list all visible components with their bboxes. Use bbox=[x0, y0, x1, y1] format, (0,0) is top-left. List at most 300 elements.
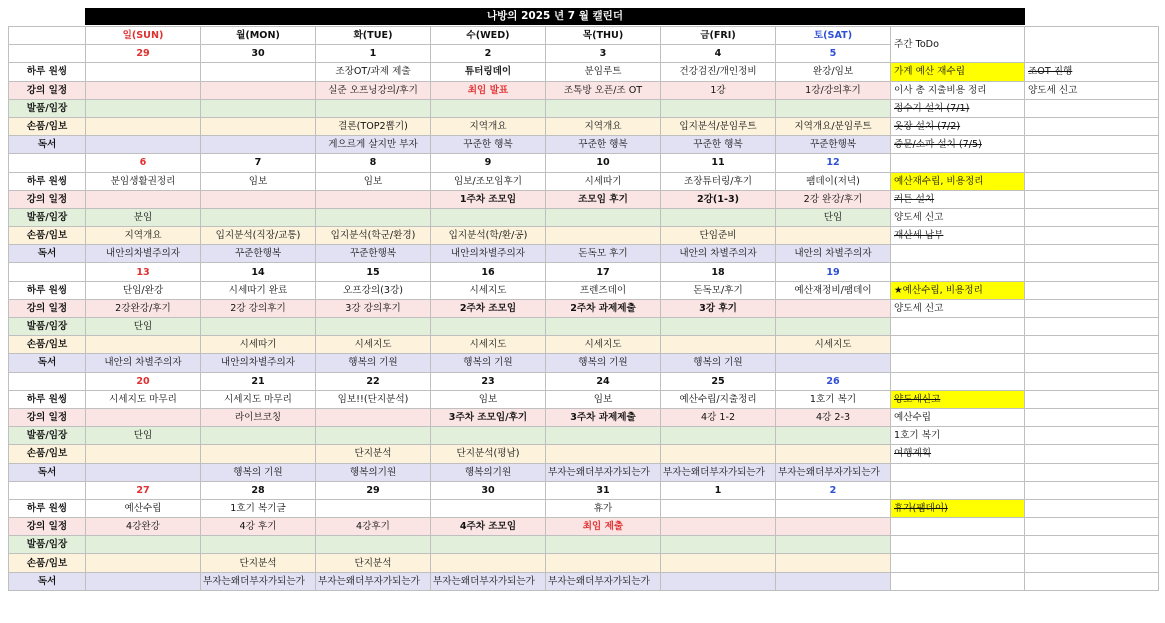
date-cell-3-0[interactable]: 20 bbox=[86, 372, 201, 390]
todo-item-1-0[interactable]: 예산재수립, 비용정리 bbox=[891, 172, 1025, 190]
todo2-item-0-0[interactable]: 조OT 진행 bbox=[1025, 63, 1159, 81]
cell-4-3-5[interactable] bbox=[661, 554, 776, 572]
date-cell-1-3[interactable]: 9 bbox=[431, 154, 546, 172]
cell-0-1-4[interactable]: 조톡방 오픈/조 OT bbox=[546, 81, 661, 99]
cell-2-0-2[interactable]: 오프강의(3강) bbox=[316, 281, 431, 299]
date-cell-2-6[interactable]: 19 bbox=[776, 263, 891, 281]
todo-item-4-2[interactable] bbox=[891, 536, 1025, 554]
week-3-date-row bbox=[9, 372, 1159, 390]
cell-2-2-4[interactable] bbox=[546, 318, 661, 336]
date-cell-1-6[interactable]: 12 bbox=[776, 154, 891, 172]
cell-4-4-1[interactable]: 부자는왜더부자가되는가 bbox=[201, 572, 316, 590]
cell-0-2-0[interactable] bbox=[86, 99, 201, 117]
week-4-row-0 bbox=[9, 499, 1159, 517]
todo2-item-1-2[interactable] bbox=[1025, 208, 1159, 226]
date-cell-0-3[interactable]: 2 bbox=[431, 45, 546, 63]
week-3-row-0 bbox=[9, 390, 1159, 408]
cell-3-2-1[interactable] bbox=[201, 427, 316, 445]
todo-spacer-2 bbox=[1025, 372, 1159, 390]
cell-3-1-0[interactable] bbox=[86, 408, 201, 426]
row-label: 발품/임장 bbox=[9, 536, 86, 554]
cell-0-1-1[interactable] bbox=[201, 81, 316, 99]
cell-3-2-6[interactable] bbox=[776, 427, 891, 445]
cell-3-2-0[interactable]: 단임 bbox=[86, 427, 201, 445]
cell-2-0-0[interactable]: 단임/완강 bbox=[86, 281, 201, 299]
cell-4-0-3[interactable] bbox=[431, 499, 546, 517]
date-cell-4-4[interactable]: 31 bbox=[546, 481, 661, 499]
cell-1-1-0[interactable] bbox=[86, 190, 201, 208]
cell-0-3-2[interactable]: 결론(TOP2뽑기) bbox=[316, 117, 431, 135]
cell-0-2-2[interactable] bbox=[316, 99, 431, 117]
row-label: 하루 원씽 bbox=[9, 499, 86, 517]
cell-4-1-3[interactable]: 4주차 조모임 bbox=[431, 518, 546, 536]
todo2-item-1-1[interactable] bbox=[1025, 190, 1159, 208]
row-label: 손품/임보 bbox=[9, 117, 86, 135]
cell-3-4-4[interactable]: 부자는왜더부자가되는가 bbox=[546, 463, 661, 481]
cell-2-0-6[interactable]: 예산재정비/팸데이 bbox=[776, 281, 891, 299]
cell-0-1-5[interactable]: 1강 bbox=[661, 81, 776, 99]
date-cell-3-1[interactable]: 21 bbox=[201, 372, 316, 390]
cell-3-0-3[interactable]: 임보 bbox=[431, 390, 546, 408]
todo2-item-3-4[interactable] bbox=[1025, 463, 1159, 481]
week-3-row-2 bbox=[9, 427, 1159, 445]
cell-1-3-4[interactable] bbox=[546, 227, 661, 245]
cell-0-2-3[interactable] bbox=[431, 99, 546, 117]
cell-2-2-1[interactable] bbox=[201, 318, 316, 336]
cell-1-1-6[interactable]: 2강 완강/후기 bbox=[776, 190, 891, 208]
cell-4-3-3[interactable] bbox=[431, 554, 546, 572]
todo-item-0-2[interactable]: 정수기 설치 (7/1) bbox=[891, 99, 1025, 117]
cell-4-0-6[interactable] bbox=[776, 499, 891, 517]
cell-2-4-4[interactable]: 행복의 기원 bbox=[546, 354, 661, 372]
todo2-item-2-1[interactable] bbox=[1025, 299, 1159, 317]
date-cell-0-6[interactable]: 5 bbox=[776, 45, 891, 63]
cell-3-4-3[interactable]: 행복의기원 bbox=[431, 463, 546, 481]
cell-1-4-5[interactable]: 내안의 차별주의자 bbox=[661, 245, 776, 263]
cell-4-4-0[interactable] bbox=[86, 572, 201, 590]
date-cell-4-6[interactable]: 2 bbox=[776, 481, 891, 499]
cell-2-3-2[interactable]: 시세지도 bbox=[316, 336, 431, 354]
cell-3-1-4[interactable]: 3주차 과제제출 bbox=[546, 408, 661, 426]
todo-item-0-4[interactable]: 중문/소파 설치 (7/5) bbox=[891, 136, 1025, 154]
cell-1-0-6[interactable]: 팸데이(저녁) bbox=[776, 172, 891, 190]
cell-2-1-6[interactable] bbox=[776, 299, 891, 317]
cell-1-0-4[interactable]: 시세따기 bbox=[546, 172, 661, 190]
todo2-item-3-2[interactable] bbox=[1025, 427, 1159, 445]
cell-4-1-2[interactable]: 4강후기 bbox=[316, 518, 431, 536]
cell-1-1-5[interactable]: 2강(1-3) bbox=[661, 190, 776, 208]
date-cell-1-5[interactable]: 11 bbox=[661, 154, 776, 172]
cell-0-3-4[interactable]: 지역개요 bbox=[546, 117, 661, 135]
todo2-item-1-0[interactable] bbox=[1025, 172, 1159, 190]
cell-1-1-1[interactable] bbox=[201, 190, 316, 208]
cell-4-2-1[interactable] bbox=[201, 536, 316, 554]
cell-2-2-6[interactable] bbox=[776, 318, 891, 336]
todo2-item-1-3[interactable] bbox=[1025, 227, 1159, 245]
cell-3-0-5[interactable]: 예산수립/지출정리 bbox=[661, 390, 776, 408]
todo2-item-0-3[interactable] bbox=[1025, 117, 1159, 135]
week-2-date-row bbox=[9, 263, 1159, 281]
cell-1-3-2[interactable]: 입지분석(학군/환경) bbox=[316, 227, 431, 245]
cell-1-4-1[interactable]: 꾸준한행복 bbox=[201, 245, 316, 263]
cell-1-2-2[interactable] bbox=[316, 208, 431, 226]
date-row-spacer bbox=[9, 481, 86, 499]
todo-item-0-0[interactable]: 가계 예산 재수립 bbox=[891, 63, 1025, 81]
weekly-todo-header-2 bbox=[1025, 27, 1159, 63]
cell-0-0-6[interactable]: 완강/임보 bbox=[776, 63, 891, 81]
todo-item-4-1[interactable] bbox=[891, 518, 1025, 536]
cell-2-3-3[interactable]: 시세지도 bbox=[431, 336, 546, 354]
cell-1-4-6[interactable]: 내안의 차별주의자 bbox=[776, 245, 891, 263]
cell-3-1-2[interactable] bbox=[316, 408, 431, 426]
cell-4-3-1[interactable]: 단지분석 bbox=[201, 554, 316, 572]
cell-2-1-0[interactable]: 2강완강/후기 bbox=[86, 299, 201, 317]
cell-0-0-5[interactable]: 건강검진/개인정비 bbox=[661, 63, 776, 81]
day-header-5: 금(FRI) bbox=[661, 27, 776, 45]
cell-0-3-5[interactable]: 입지분석/분임루트 bbox=[661, 117, 776, 135]
todo2-item-2-3[interactable] bbox=[1025, 336, 1159, 354]
todo-spacer bbox=[891, 372, 1025, 390]
todo-item-4-4[interactable] bbox=[891, 572, 1025, 590]
cell-1-1-3[interactable]: 1주차 조모임 bbox=[431, 190, 546, 208]
date-cell-4-5[interactable]: 1 bbox=[661, 481, 776, 499]
date-cell-2-3[interactable]: 16 bbox=[431, 263, 546, 281]
row-label: 하루 원씽 bbox=[9, 172, 86, 190]
cell-2-2-3[interactable] bbox=[431, 318, 546, 336]
cell-3-3-4[interactable] bbox=[546, 445, 661, 463]
cell-1-1-2[interactable] bbox=[316, 190, 431, 208]
week-4-row-4 bbox=[9, 572, 1159, 590]
cell-4-0-0[interactable]: 예산수립 bbox=[86, 499, 201, 517]
cell-0-3-0[interactable] bbox=[86, 117, 201, 135]
calendar-title: 나방의 2025 년 7 월 캘린더 bbox=[85, 8, 1025, 25]
cell-0-1-6[interactable]: 1강/강의후기 bbox=[776, 81, 891, 99]
todo-item-0-1[interactable]: 이사 총 지출비용 정리 bbox=[891, 81, 1025, 99]
cell-2-4-1[interactable]: 내안의차별주의자 bbox=[201, 354, 316, 372]
week-4-row-1 bbox=[9, 518, 1159, 536]
cell-2-4-6[interactable] bbox=[776, 354, 891, 372]
cell-2-1-1[interactable]: 2강 강의후기 bbox=[201, 299, 316, 317]
cell-2-0-5[interactable]: 돈독모/후기 bbox=[661, 281, 776, 299]
date-cell-2-1[interactable]: 14 bbox=[201, 263, 316, 281]
cell-1-0-0[interactable]: 분임생활권정리 bbox=[86, 172, 201, 190]
cell-1-3-1[interactable]: 입지분석(직장/교통) bbox=[201, 227, 316, 245]
row-label: 독서 bbox=[9, 245, 86, 263]
todo-item-4-3[interactable] bbox=[891, 554, 1025, 572]
cell-4-2-6[interactable] bbox=[776, 536, 891, 554]
cell-2-4-5[interactable]: 행복의 기원 bbox=[661, 354, 776, 372]
date-cell-3-2[interactable]: 22 bbox=[316, 372, 431, 390]
cell-2-4-3[interactable]: 행복의 기원 bbox=[431, 354, 546, 372]
cell-1-3-6[interactable] bbox=[776, 227, 891, 245]
cell-1-3-3[interactable]: 입지분석(학/환/공) bbox=[431, 227, 546, 245]
cell-3-4-5[interactable]: 부자는왜더부자가되는가 bbox=[661, 463, 776, 481]
cell-0-0-4[interactable]: 분임루트 bbox=[546, 63, 661, 81]
cell-2-1-5[interactable]: 3강 후기 bbox=[661, 299, 776, 317]
todo-item-4-0[interactable]: 휴가(팸데이) bbox=[891, 499, 1025, 517]
cell-0-0-3[interactable]: 튜터링데이 bbox=[431, 63, 546, 81]
row-label: 손품/임보 bbox=[9, 336, 86, 354]
cell-1-0-1[interactable]: 임보 bbox=[201, 172, 316, 190]
todo2-item-0-4[interactable] bbox=[1025, 136, 1159, 154]
cell-2-2-2[interactable] bbox=[316, 318, 431, 336]
row-label: 독서 bbox=[9, 572, 86, 590]
row-label: 독서 bbox=[9, 354, 86, 372]
todo2-item-2-2[interactable] bbox=[1025, 318, 1159, 336]
date-cell-0-1[interactable]: 30 bbox=[201, 45, 316, 63]
todo-spacer-2 bbox=[1025, 481, 1159, 499]
todo2-item-4-1[interactable] bbox=[1025, 518, 1159, 536]
date-cell-3-4[interactable]: 24 bbox=[546, 372, 661, 390]
cell-3-1-3[interactable]: 3주차 조모임/후기 bbox=[431, 408, 546, 426]
cell-3-4-1[interactable]: 행복의 기원 bbox=[201, 463, 316, 481]
cell-0-4-2[interactable]: 게으르게 살지만 부자 bbox=[316, 136, 431, 154]
cell-4-4-3[interactable]: 부자는왜더부자가되는가 bbox=[431, 572, 546, 590]
cell-2-4-0[interactable]: 내안의 차별주의자 bbox=[86, 354, 201, 372]
todo2-item-3-0[interactable] bbox=[1025, 390, 1159, 408]
cell-1-4-4[interactable]: 돈독모 후기 bbox=[546, 245, 661, 263]
cell-0-3-6[interactable]: 지역개요/분임루트 bbox=[776, 117, 891, 135]
cell-4-2-4[interactable] bbox=[546, 536, 661, 554]
cell-0-4-3[interactable]: 꾸준한 행복 bbox=[431, 136, 546, 154]
todo2-item-1-4[interactable] bbox=[1025, 245, 1159, 263]
cell-0-1-3[interactable]: 최임 발표 bbox=[431, 81, 546, 99]
cell-3-0-0[interactable]: 시세지도 마무리 bbox=[86, 390, 201, 408]
cell-4-4-2[interactable]: 부자는왜더부자가되는가 bbox=[316, 572, 431, 590]
cell-1-0-2[interactable]: 임보 bbox=[316, 172, 431, 190]
date-cell-1-4[interactable]: 10 bbox=[546, 154, 661, 172]
date-cell-4-2[interactable]: 29 bbox=[316, 481, 431, 499]
day-header-6: 토(SAT) bbox=[776, 27, 891, 45]
date-cell-0-5[interactable]: 4 bbox=[661, 45, 776, 63]
week-0-row-3 bbox=[9, 117, 1159, 135]
todo2-item-4-3[interactable] bbox=[1025, 554, 1159, 572]
todo2-item-2-0[interactable] bbox=[1025, 281, 1159, 299]
cell-4-3-6[interactable] bbox=[776, 554, 891, 572]
cell-0-0-2[interactable]: 조장OT/과제 제출 bbox=[316, 63, 431, 81]
week-1-row-0 bbox=[9, 172, 1159, 190]
cell-0-2-6[interactable] bbox=[776, 99, 891, 117]
cell-3-3-0[interactable] bbox=[86, 445, 201, 463]
cell-3-3-1[interactable] bbox=[201, 445, 316, 463]
cell-2-3-6[interactable]: 시세지도 bbox=[776, 336, 891, 354]
cell-4-0-4[interactable]: 휴가 bbox=[546, 499, 661, 517]
date-cell-3-5[interactable]: 25 bbox=[661, 372, 776, 390]
cell-3-0-1[interactable]: 시세지도 마무리 bbox=[201, 390, 316, 408]
cell-1-2-4[interactable] bbox=[546, 208, 661, 226]
todo2-item-4-4[interactable] bbox=[1025, 572, 1159, 590]
todo-item-2-2[interactable] bbox=[891, 318, 1025, 336]
cell-1-4-2[interactable]: 꾸준한행복 bbox=[316, 245, 431, 263]
cell-4-2-0[interactable] bbox=[86, 536, 201, 554]
cell-3-0-6[interactable]: 1호기 복기 bbox=[776, 390, 891, 408]
todo2-item-2-4[interactable] bbox=[1025, 354, 1159, 372]
date-cell-1-2[interactable]: 8 bbox=[316, 154, 431, 172]
cell-3-2-5[interactable] bbox=[661, 427, 776, 445]
cell-0-3-3[interactable]: 지역개요 bbox=[431, 117, 546, 135]
cell-1-2-5[interactable] bbox=[661, 208, 776, 226]
cell-1-0-5[interactable]: 조장튜터링/후기 bbox=[661, 172, 776, 190]
cell-4-1-4[interactable]: 최임 제출 bbox=[546, 518, 661, 536]
cell-4-3-0[interactable] bbox=[86, 554, 201, 572]
weekly-todo-header: 주간 ToDo bbox=[891, 27, 1025, 63]
todo-item-2-3[interactable] bbox=[891, 336, 1025, 354]
date-cell-1-0[interactable]: 6 bbox=[86, 154, 201, 172]
todo-item-1-3[interactable]: 재산세 납부 bbox=[891, 227, 1025, 245]
date-row-spacer bbox=[9, 45, 86, 63]
cell-3-2-4[interactable] bbox=[546, 427, 661, 445]
todo-item-2-4[interactable] bbox=[891, 354, 1025, 372]
cell-2-1-3[interactable]: 2주차 조모임 bbox=[431, 299, 546, 317]
todo2-item-3-1[interactable] bbox=[1025, 408, 1159, 426]
cell-4-0-1[interactable]: 1호기 복기글 bbox=[201, 499, 316, 517]
date-cell-0-2[interactable]: 1 bbox=[316, 45, 431, 63]
todo-item-3-3[interactable]: 여행계획 bbox=[891, 445, 1025, 463]
cell-0-4-6[interactable]: 꾸준한행복 bbox=[776, 136, 891, 154]
cell-3-3-3[interactable]: 단지분석(평남) bbox=[431, 445, 546, 463]
cell-1-1-4[interactable]: 조모임 후기 bbox=[546, 190, 661, 208]
cell-2-3-0[interactable] bbox=[86, 336, 201, 354]
cell-3-1-5[interactable]: 4강 1-2 bbox=[661, 408, 776, 426]
cell-4-4-6[interactable] bbox=[776, 572, 891, 590]
cell-4-3-2[interactable]: 단지분석 bbox=[316, 554, 431, 572]
cell-1-2-6[interactable]: 단임 bbox=[776, 208, 891, 226]
date-cell-1-1[interactable]: 7 bbox=[201, 154, 316, 172]
cell-0-4-1[interactable] bbox=[201, 136, 316, 154]
cell-3-0-4[interactable]: 임보 bbox=[546, 390, 661, 408]
cell-0-4-5[interactable]: 꾸준한 행복 bbox=[661, 136, 776, 154]
cell-3-1-6[interactable]: 4강 2-3 bbox=[776, 408, 891, 426]
todo2-item-3-3[interactable] bbox=[1025, 445, 1159, 463]
cell-0-2-1[interactable] bbox=[201, 99, 316, 117]
day-header-2: 화(TUE) bbox=[316, 27, 431, 45]
todo-spacer bbox=[891, 263, 1025, 281]
cell-3-3-2[interactable]: 단지분석 bbox=[316, 445, 431, 463]
todo-item-3-1[interactable]: 예산수립 bbox=[891, 408, 1025, 426]
cell-2-1-2[interactable]: 3강 강의후기 bbox=[316, 299, 431, 317]
todo-item-1-2[interactable]: 양도세 신고 bbox=[891, 208, 1025, 226]
cell-3-1-1[interactable]: 라이브코칭 bbox=[201, 408, 316, 426]
cell-4-0-2[interactable] bbox=[316, 499, 431, 517]
week-4-row-3 bbox=[9, 554, 1159, 572]
date-cell-2-2[interactable]: 15 bbox=[316, 263, 431, 281]
date-cell-2-5[interactable]: 18 bbox=[661, 263, 776, 281]
cell-1-0-3[interactable]: 임보/조모임후기 bbox=[431, 172, 546, 190]
cell-4-3-4[interactable] bbox=[546, 554, 661, 572]
todo2-item-0-1[interactable]: 양도세 신고 bbox=[1025, 81, 1159, 99]
cell-1-3-0[interactable]: 지역개요 bbox=[86, 227, 201, 245]
row-label: 강의 일정 bbox=[9, 408, 86, 426]
cell-4-4-4[interactable]: 부자는왜더부자가되는가 bbox=[546, 572, 661, 590]
cell-2-0-4[interactable]: 프렌즈데이 bbox=[546, 281, 661, 299]
cell-2-3-4[interactable]: 시세지도 bbox=[546, 336, 661, 354]
cell-0-0-0[interactable] bbox=[86, 63, 201, 81]
cell-2-1-4[interactable]: 2주차 과제제출 bbox=[546, 299, 661, 317]
cell-3-4-0[interactable] bbox=[86, 463, 201, 481]
todo2-item-0-2[interactable] bbox=[1025, 99, 1159, 117]
cell-2-0-1[interactable]: 시세따기 완료 bbox=[201, 281, 316, 299]
cell-2-3-1[interactable]: 시세따기 bbox=[201, 336, 316, 354]
week-0-row-1 bbox=[9, 81, 1159, 99]
cell-4-1-5[interactable] bbox=[661, 518, 776, 536]
cell-0-0-1[interactable] bbox=[201, 63, 316, 81]
cell-4-1-1[interactable]: 4강 후기 bbox=[201, 518, 316, 536]
cell-4-2-5[interactable] bbox=[661, 536, 776, 554]
cell-0-2-4[interactable] bbox=[546, 99, 661, 117]
cell-4-0-5[interactable] bbox=[661, 499, 776, 517]
cell-4-1-0[interactable]: 4강완강 bbox=[86, 518, 201, 536]
date-cell-4-1[interactable]: 28 bbox=[201, 481, 316, 499]
cell-1-4-3[interactable]: 내안의차별주의자 bbox=[431, 245, 546, 263]
todo-item-3-4[interactable] bbox=[891, 463, 1025, 481]
row-label: 발품/임장 bbox=[9, 427, 86, 445]
cell-1-2-3[interactable] bbox=[431, 208, 546, 226]
cell-2-4-2[interactable]: 행복의 기원 bbox=[316, 354, 431, 372]
cell-4-2-2[interactable] bbox=[316, 536, 431, 554]
cell-3-2-2[interactable] bbox=[316, 427, 431, 445]
week-4-row-2 bbox=[9, 536, 1159, 554]
todo-item-1-4[interactable] bbox=[891, 245, 1025, 263]
date-cell-4-3[interactable]: 30 bbox=[431, 481, 546, 499]
cell-3-0-2[interactable]: 임보!!(단지분석) bbox=[316, 390, 431, 408]
cell-1-2-1[interactable] bbox=[201, 208, 316, 226]
cell-4-2-3[interactable] bbox=[431, 536, 546, 554]
cell-1-3-5[interactable]: 단임준비 bbox=[661, 227, 776, 245]
cell-3-2-3[interactable] bbox=[431, 427, 546, 445]
cell-1-4-0[interactable]: 내안의차별주의자 bbox=[86, 245, 201, 263]
todo-item-2-1[interactable]: 양도세 신고 bbox=[891, 299, 1025, 317]
cell-2-0-3[interactable]: 시세지도 bbox=[431, 281, 546, 299]
todo2-item-4-0[interactable] bbox=[1025, 499, 1159, 517]
cell-0-3-1[interactable] bbox=[201, 117, 316, 135]
date-cell-2-4[interactable]: 17 bbox=[546, 263, 661, 281]
week-0-row-4 bbox=[9, 136, 1159, 154]
date-row-spacer bbox=[9, 154, 86, 172]
date-cell-4-0[interactable]: 27 bbox=[86, 481, 201, 499]
cell-0-4-4[interactable]: 꾸준한 행복 bbox=[546, 136, 661, 154]
date-cell-0-4[interactable]: 3 bbox=[546, 45, 661, 63]
cell-0-1-2[interactable]: 실준 오프닝강의/후기 bbox=[316, 81, 431, 99]
cell-3-4-6[interactable]: 부자는왜더부자가되는가 bbox=[776, 463, 891, 481]
cell-4-4-5[interactable] bbox=[661, 572, 776, 590]
date-cell-3-6[interactable]: 26 bbox=[776, 372, 891, 390]
cell-1-2-0[interactable]: 분임 bbox=[86, 208, 201, 226]
todo2-item-4-2[interactable] bbox=[1025, 536, 1159, 554]
week-2-row-0 bbox=[9, 281, 1159, 299]
day-header-0: 일(SUN) bbox=[86, 27, 201, 45]
date-cell-0-0[interactable]: 29 bbox=[86, 45, 201, 63]
date-cell-2-0[interactable]: 13 bbox=[86, 263, 201, 281]
cell-3-3-5[interactable] bbox=[661, 445, 776, 463]
cell-2-2-5[interactable] bbox=[661, 318, 776, 336]
cell-4-1-6[interactable] bbox=[776, 518, 891, 536]
cell-0-2-5[interactable] bbox=[661, 99, 776, 117]
cell-3-3-6[interactable] bbox=[776, 445, 891, 463]
cell-0-4-0[interactable] bbox=[86, 136, 201, 154]
todo-item-3-0[interactable]: 양도세신고 bbox=[891, 390, 1025, 408]
cell-2-3-5[interactable] bbox=[661, 336, 776, 354]
row-label: 하루 원씽 bbox=[9, 63, 86, 81]
todo-item-0-3[interactable]: 옷장 설치 (7/2) bbox=[891, 117, 1025, 135]
cell-3-4-2[interactable]: 행복의기원 bbox=[316, 463, 431, 481]
date-cell-3-3[interactable]: 23 bbox=[431, 372, 546, 390]
todo-item-1-1[interactable]: 커튼 설치 bbox=[891, 190, 1025, 208]
row-label: 손품/임보 bbox=[9, 227, 86, 245]
cell-2-2-0[interactable]: 단임 bbox=[86, 318, 201, 336]
todo-item-2-0[interactable]: ★예산수립, 비용정리 bbox=[891, 281, 1025, 299]
cell-0-1-0[interactable] bbox=[86, 81, 201, 99]
todo-item-3-2[interactable]: 1호기 복기 bbox=[891, 427, 1025, 445]
